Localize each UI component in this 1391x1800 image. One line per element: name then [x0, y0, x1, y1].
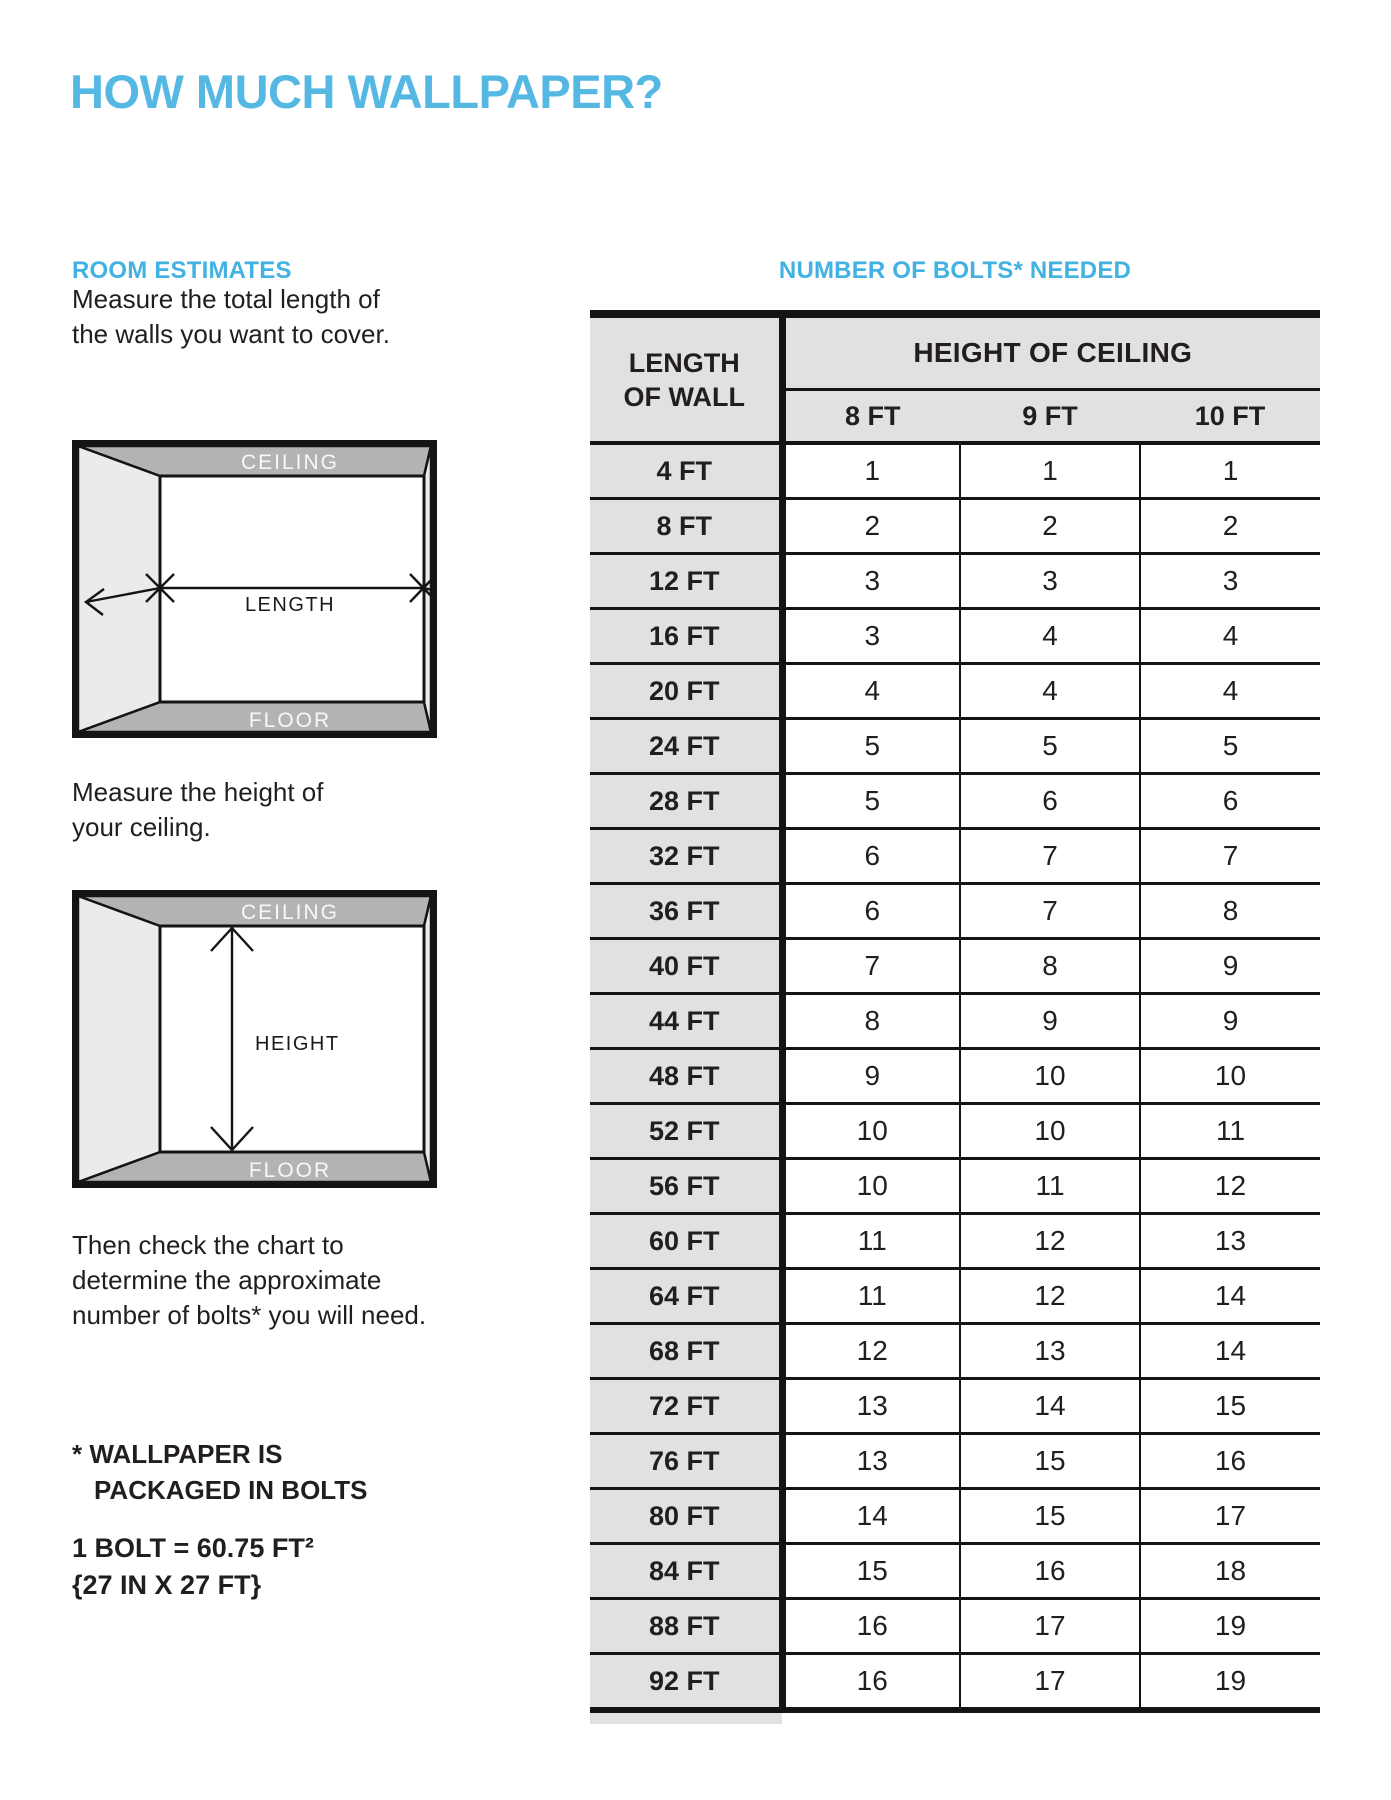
bolt-table-body [590, 443, 1320, 1710]
table-row [590, 1214, 1320, 1269]
table-row [590, 1434, 1320, 1489]
height-label: HEIGHT [255, 1033, 340, 1055]
table-row [590, 939, 1320, 994]
text-line: your ceiling. [72, 812, 211, 842]
bolt-count-cell: 3 [960, 554, 1140, 609]
table-row [590, 1544, 1320, 1599]
bolt-count-cell: 1 [960, 443, 1140, 499]
wall-length-cell: 32 FT [590, 829, 782, 884]
bolt-count-cell: 13 [782, 1379, 960, 1434]
bolt-count-cell: 2 [960, 499, 1140, 554]
wall-length-cell: 72 FT [590, 1379, 782, 1434]
wall-length-cell: 12 FT [590, 554, 782, 609]
length-label: LENGTH [244, 594, 336, 616]
ceiling-label: CEILING [240, 901, 340, 924]
bolt-count-cell: 12 [960, 1269, 1140, 1324]
table-row [590, 1104, 1320, 1159]
text-line: number of bolts* you will need. [72, 1300, 427, 1330]
bolt-count-cell: 9 [1140, 939, 1320, 994]
bolt-count-cell: 5 [960, 719, 1140, 774]
bolt-count-cell: 18 [1140, 1544, 1320, 1599]
wall-length-cell: 16 FT [590, 609, 782, 664]
bolt-count-cell: 6 [960, 774, 1140, 829]
bolt-count-cell: 6 [782, 884, 960, 939]
table-header-row-1 [590, 314, 1320, 390]
bolt-count-cell: 12 [960, 1214, 1140, 1269]
bolt-count-cell: 1 [782, 443, 960, 499]
page-title: HOW MUCH WALLPAPER? [70, 65, 663, 118]
text-line: determine the approximate [72, 1265, 382, 1295]
bolt-count-cell: 15 [960, 1434, 1140, 1489]
bolt-count-cell: 3 [1140, 554, 1320, 609]
bolt-count-cell: 6 [782, 829, 960, 884]
bolt-count-cell: 10 [1140, 1049, 1320, 1104]
height-of-ceiling-header: HEIGHT OF CEILING [782, 314, 1320, 390]
text-line: PACKAGED IN BOLTS [94, 1475, 368, 1505]
table-footer-strip [590, 1713, 782, 1724]
bolt-count-cell: 4 [960, 664, 1140, 719]
wall-length-cell: 40 FT [590, 939, 782, 994]
bolt-count-cell: 3 [782, 554, 960, 609]
bolt-count-cell: 5 [782, 719, 960, 774]
bolt-count-cell: 15 [1140, 1379, 1320, 1434]
bolt-count-cell: 4 [1140, 664, 1320, 719]
bolt-count-cell: 7 [960, 884, 1140, 939]
wall-length-cell: 92 FT [590, 1654, 782, 1711]
bolt-count-cell: 2 [782, 499, 960, 554]
wall-length-cell: 28 FT [590, 774, 782, 829]
room-length-diagram [72, 440, 437, 738]
text-line: Then check the chart to [72, 1230, 344, 1260]
bolt-count-cell: 13 [960, 1324, 1140, 1379]
bolt-count-cell: 16 [1140, 1434, 1320, 1489]
bolt-count-cell: 10 [960, 1049, 1140, 1104]
bolt-count-cell: 10 [960, 1104, 1140, 1159]
bolt-count-cell: 7 [782, 939, 960, 994]
wall-length-cell: 84 FT [590, 1544, 782, 1599]
wall-length-cell: 52 FT [590, 1104, 782, 1159]
wallpaper-bolts-footnote [72, 1436, 367, 1508]
text-line: * WALLPAPER IS [72, 1439, 283, 1469]
wall-length-cell: 68 FT [590, 1324, 782, 1379]
text-line: Measure the height of [72, 777, 324, 807]
bolt-count-cell: 10 [782, 1159, 960, 1214]
room-estimates-heading: ROOM ESTIMATES [72, 257, 292, 284]
bolt-count-cell: 8 [1140, 884, 1320, 939]
bolt-count-cell: 6 [1140, 774, 1320, 829]
text-line: LENGTH [628, 347, 740, 378]
instruction-check-chart [72, 1228, 426, 1333]
table-row [590, 1379, 1320, 1434]
bolt-count-cell: 9 [1140, 994, 1320, 1049]
table-row [590, 443, 1320, 499]
bolt-count-cell: 8 [782, 994, 960, 1049]
bolts-needed-heading: NUMBER OF BOLTS* NEEDED [778, 257, 1132, 284]
table-row [590, 774, 1320, 829]
text-line: Measure the total length of [72, 284, 380, 314]
room-height-diagram [72, 890, 437, 1188]
bolt-count-cell: 17 [1140, 1489, 1320, 1544]
col-header-8ft: 8 FT [782, 390, 960, 444]
table-row [590, 554, 1320, 609]
bolt-count-cell: 17 [960, 1599, 1140, 1654]
bolt-count-cell: 9 [960, 994, 1140, 1049]
table-row [590, 499, 1320, 554]
wall-length-cell: 88 FT [590, 1599, 782, 1654]
length-of-wall-header [590, 314, 782, 443]
text-line: 1 BOLT = 60.75 FT² [72, 1533, 314, 1563]
table-row [590, 609, 1320, 664]
bolt-count-cell: 14 [782, 1489, 960, 1544]
table-row [590, 719, 1320, 774]
table-row [590, 1324, 1320, 1379]
instruction-measure-height [72, 775, 324, 845]
table-row [590, 1489, 1320, 1544]
bolt-count-cell: 5 [1140, 719, 1320, 774]
bolt-count-cell: 11 [960, 1159, 1140, 1214]
wall-length-cell: 60 FT [590, 1214, 782, 1269]
table-row [590, 664, 1320, 719]
bolt-count-cell: 16 [782, 1654, 960, 1711]
col-header-10ft: 10 FT [1140, 390, 1320, 444]
bolt-count-cell: 8 [960, 939, 1140, 994]
wall-length-cell: 56 FT [590, 1159, 782, 1214]
bolt-count-cell: 13 [782, 1434, 960, 1489]
bolt-count-cell: 19 [1140, 1599, 1320, 1654]
col-header-9ft: 9 FT [960, 390, 1140, 444]
table-row [590, 1654, 1320, 1711]
wall-length-cell: 24 FT [590, 719, 782, 774]
left-wall-panel [78, 896, 160, 1182]
bolt-count-cell: 16 [960, 1544, 1140, 1599]
wall-length-cell: 20 FT [590, 664, 782, 719]
bolt-count-cell: 12 [1140, 1159, 1320, 1214]
bolt-count-cell: 3 [782, 609, 960, 664]
table-row [590, 884, 1320, 939]
bolt-count-cell: 4 [960, 609, 1140, 664]
text-line: OF WALL [623, 381, 745, 412]
bolt-count-cell: 4 [782, 664, 960, 719]
text-line: the walls you want to cover. [72, 319, 390, 349]
wall-length-cell: 4 FT [590, 443, 782, 499]
wall-length-cell: 36 FT [590, 884, 782, 939]
table-row [590, 1599, 1320, 1654]
bolt-table [590, 310, 1320, 1713]
bolt-count-cell: 14 [1140, 1269, 1320, 1324]
bolt-count-cell: 4 [1140, 609, 1320, 664]
table-row [590, 829, 1320, 884]
bolt-count-cell: 19 [1140, 1654, 1320, 1711]
bolt-count-cell: 15 [960, 1489, 1140, 1544]
bolt-count-cell: 14 [960, 1379, 1140, 1434]
bolt-count-cell: 16 [782, 1599, 960, 1654]
ceiling-label: CEILING [240, 451, 340, 474]
table-row [590, 1269, 1320, 1324]
left-wall-panel [78, 446, 160, 732]
wall-length-cell: 48 FT [590, 1049, 782, 1104]
floor-label: FLOOR [248, 1159, 332, 1182]
bolt-count-cell: 11 [1140, 1104, 1320, 1159]
wall-length-cell: 8 FT [590, 499, 782, 554]
bolt-count-cell: 2 [1140, 499, 1320, 554]
wall-length-cell: 64 FT [590, 1269, 782, 1324]
bolt-count-cell: 11 [782, 1269, 960, 1324]
table-row [590, 1049, 1320, 1104]
bolt-count-cell: 17 [960, 1654, 1140, 1711]
bolt-count-cell: 5 [782, 774, 960, 829]
bolt-count-cell: 15 [782, 1544, 960, 1599]
table-row [590, 1159, 1320, 1214]
bolt-size-info [72, 1530, 314, 1604]
wall-length-cell: 44 FT [590, 994, 782, 1049]
text-line: {27 IN X 27 FT} [72, 1570, 262, 1600]
bolt-count-cell: 14 [1140, 1324, 1320, 1379]
bolt-count-cell: 13 [1140, 1214, 1320, 1269]
bolt-count-cell: 7 [1140, 829, 1320, 884]
instruction-measure-length [72, 282, 390, 352]
wall-length-cell: 80 FT [590, 1489, 782, 1544]
bolt-count-cell: 12 [782, 1324, 960, 1379]
table-row [590, 994, 1320, 1049]
bolt-count-cell: 1 [1140, 443, 1320, 499]
bolt-count-cell: 7 [960, 829, 1140, 884]
floor-label: FLOOR [248, 709, 332, 732]
wall-length-cell: 76 FT [590, 1434, 782, 1489]
bolt-count-cell: 9 [782, 1049, 960, 1104]
bolt-count-cell: 10 [782, 1104, 960, 1159]
bolt-count-cell: 11 [782, 1214, 960, 1269]
